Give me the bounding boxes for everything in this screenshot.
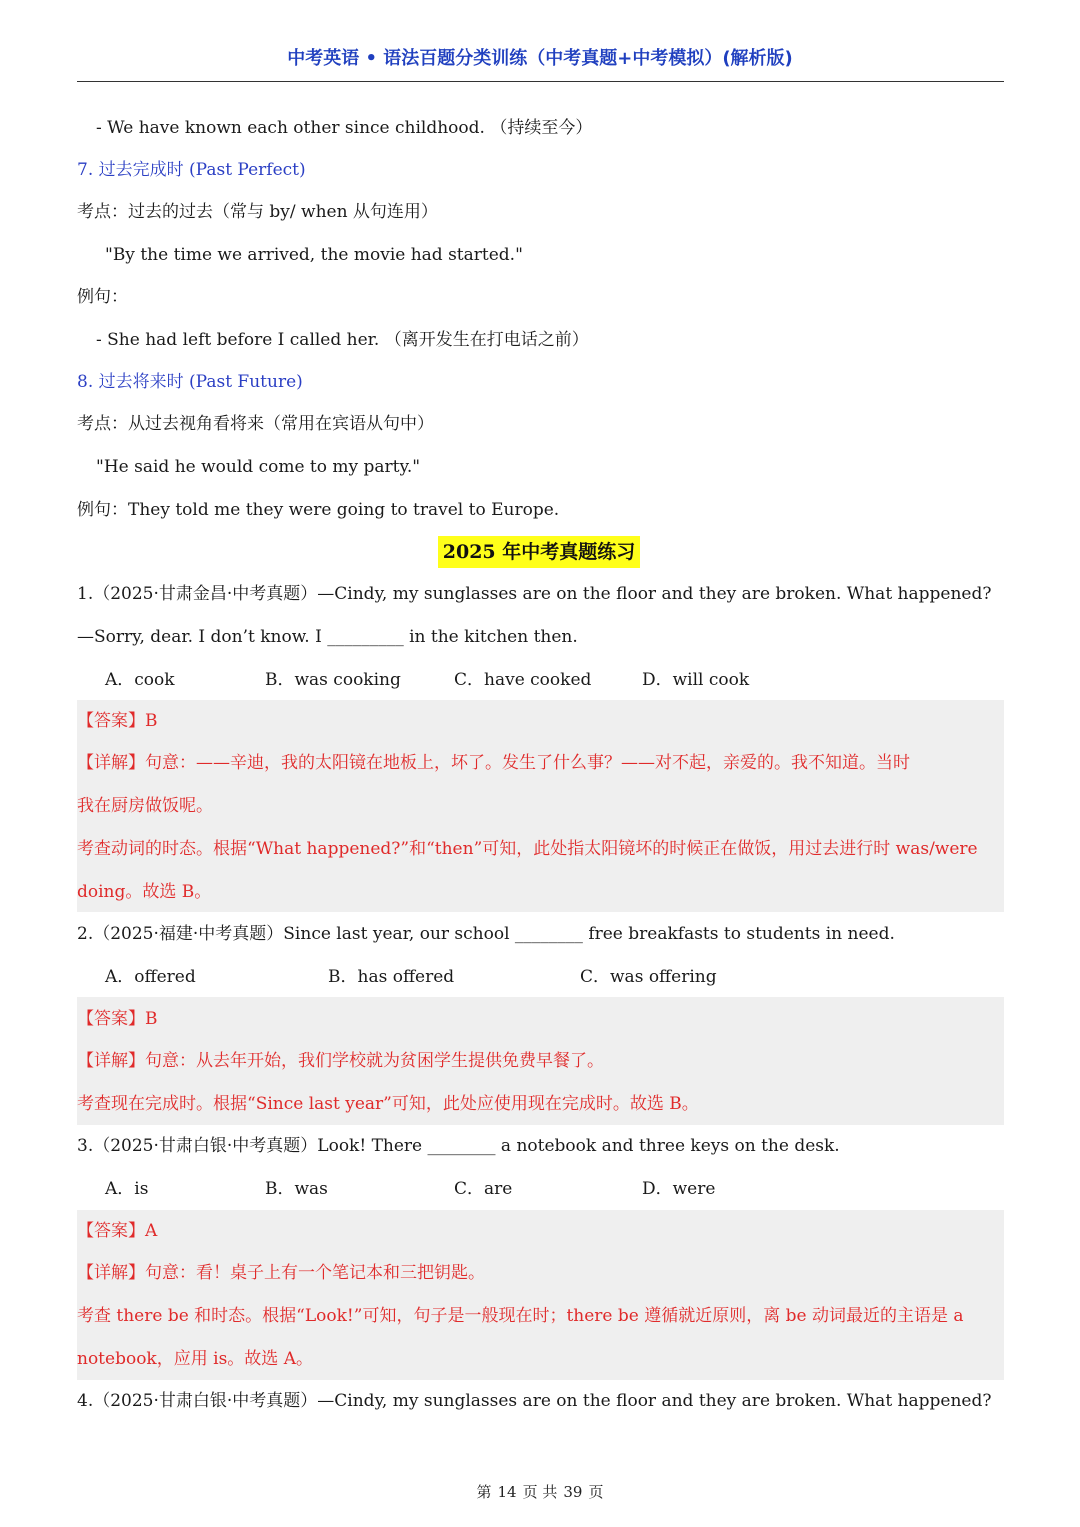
detail-line: 【详解】句意：看！桌子上有一个笔记本和三把钥匙。	[77, 1263, 485, 1283]
detail-line: doing。故选 B。	[77, 882, 212, 902]
option-a: A．cook	[105, 670, 175, 690]
footer-post: 页	[588, 1483, 604, 1501]
footer-pre: 第	[476, 1483, 492, 1501]
question-stem: 2.（2025·福建·中考真题）Since last year, our school ________ free breakfasts to students in need.	[77, 924, 895, 944]
page-footer	[0, 1481, 1080, 1502]
page-header-title: 中考英语 • 语法百题分类训练（中考真题+中考模拟）(解析版)	[287, 48, 793, 69]
option-b: B．has offered	[328, 967, 455, 987]
option-b: B．was	[265, 1179, 328, 1199]
header-divider	[77, 81, 1004, 82]
key-point-line: 考点：从过去视角看将来（常用在宾语从句中）	[77, 414, 434, 434]
answer-line: 【答案】B	[77, 1009, 158, 1029]
detail-line: 【详解】句意：——辛迪，我的太阳镜在地板上，坏了。发生了什么事？——对不起，亲爱的。我不知道。当时	[77, 753, 910, 773]
example-line: - She had left before I called her. （离开发生在打电话之前）	[96, 330, 589, 350]
option-d: D．will cook	[642, 670, 750, 690]
footer-page-number: 14	[497, 1483, 517, 1501]
section-heading-past-future: 8. 过去将来时 (Past Future)	[77, 372, 303, 392]
option-c: C．have cooked	[454, 670, 592, 690]
section-heading-past-perfect: 7. 过去完成时 (Past Perfect)	[77, 160, 306, 180]
question-stem: 4.（2025·甘肃白银·中考真题）—Cindy, my sunglasses are on the floor and they are broken. What happened?	[77, 1391, 992, 1411]
option-a: A．is	[105, 1179, 149, 1199]
detail-line: notebook，应用 is。故选 A。	[77, 1349, 313, 1369]
footer-total-pages: 39	[563, 1483, 583, 1501]
quote-line: "By the time we arrived, the movie had started."	[105, 245, 523, 265]
detail-line: 【详解】句意：从去年开始，我们学校就为贫困学生提供免费早餐了。	[77, 1051, 604, 1071]
detail-line: 考查 there be 和时态。根据“Look!”可知，句子是一般现在时；there be 遵循就近原则，离 be 动词最近的主语是 a	[77, 1306, 964, 1326]
option-d: D．were	[642, 1179, 716, 1199]
answer-panel	[77, 700, 1004, 912]
option-b: B．was cooking	[265, 670, 401, 690]
question-stem: 1.（2025·甘肃金昌·中考真题）—Cindy, my sunglasses are on the floor and they are broken. What happened?	[77, 584, 992, 604]
example-label: 例句：	[77, 287, 128, 307]
footer-mid: 页 共	[522, 1483, 558, 1501]
example-line: 例句：They told me they were going to travel to Europe.	[77, 500, 560, 520]
section-title-highlight: 2025 年中考真题练习	[438, 536, 640, 568]
answer-line: 【答案】A	[77, 1221, 158, 1241]
question-stem: 3.（2025·甘肃白银·中考真题）Look! There ________ a notebook and three keys on the desk.	[77, 1136, 840, 1156]
detail-line: 考查现在完成时。根据“Since last year”可知，此处应使用现在完成时。故选 B。	[77, 1094, 699, 1114]
option-c: C．are	[454, 1179, 513, 1199]
question-stem-line2: —Sorry, dear. I don’t know. I _________ in the kitchen then.	[77, 627, 578, 647]
key-point-line: 考点：过去的过去（常与 by/ when 从句连用）	[77, 202, 438, 222]
text-line: - We have known each other since childhood. （持续至今）	[96, 118, 593, 138]
option-c: C．was offering	[580, 967, 717, 987]
detail-line: 考查动词的时态。根据“What happened?”和“then”可知，此处指太阳镜坏的时候正在做饭，用过去进行时 was/were	[77, 839, 978, 859]
answer-line: 【答案】B	[77, 711, 158, 731]
detail-line: 我在厨房做饭呢。	[77, 796, 213, 816]
option-a: A．offered	[105, 967, 196, 987]
quote-line: "He said he would come to my party."	[96, 457, 421, 477]
